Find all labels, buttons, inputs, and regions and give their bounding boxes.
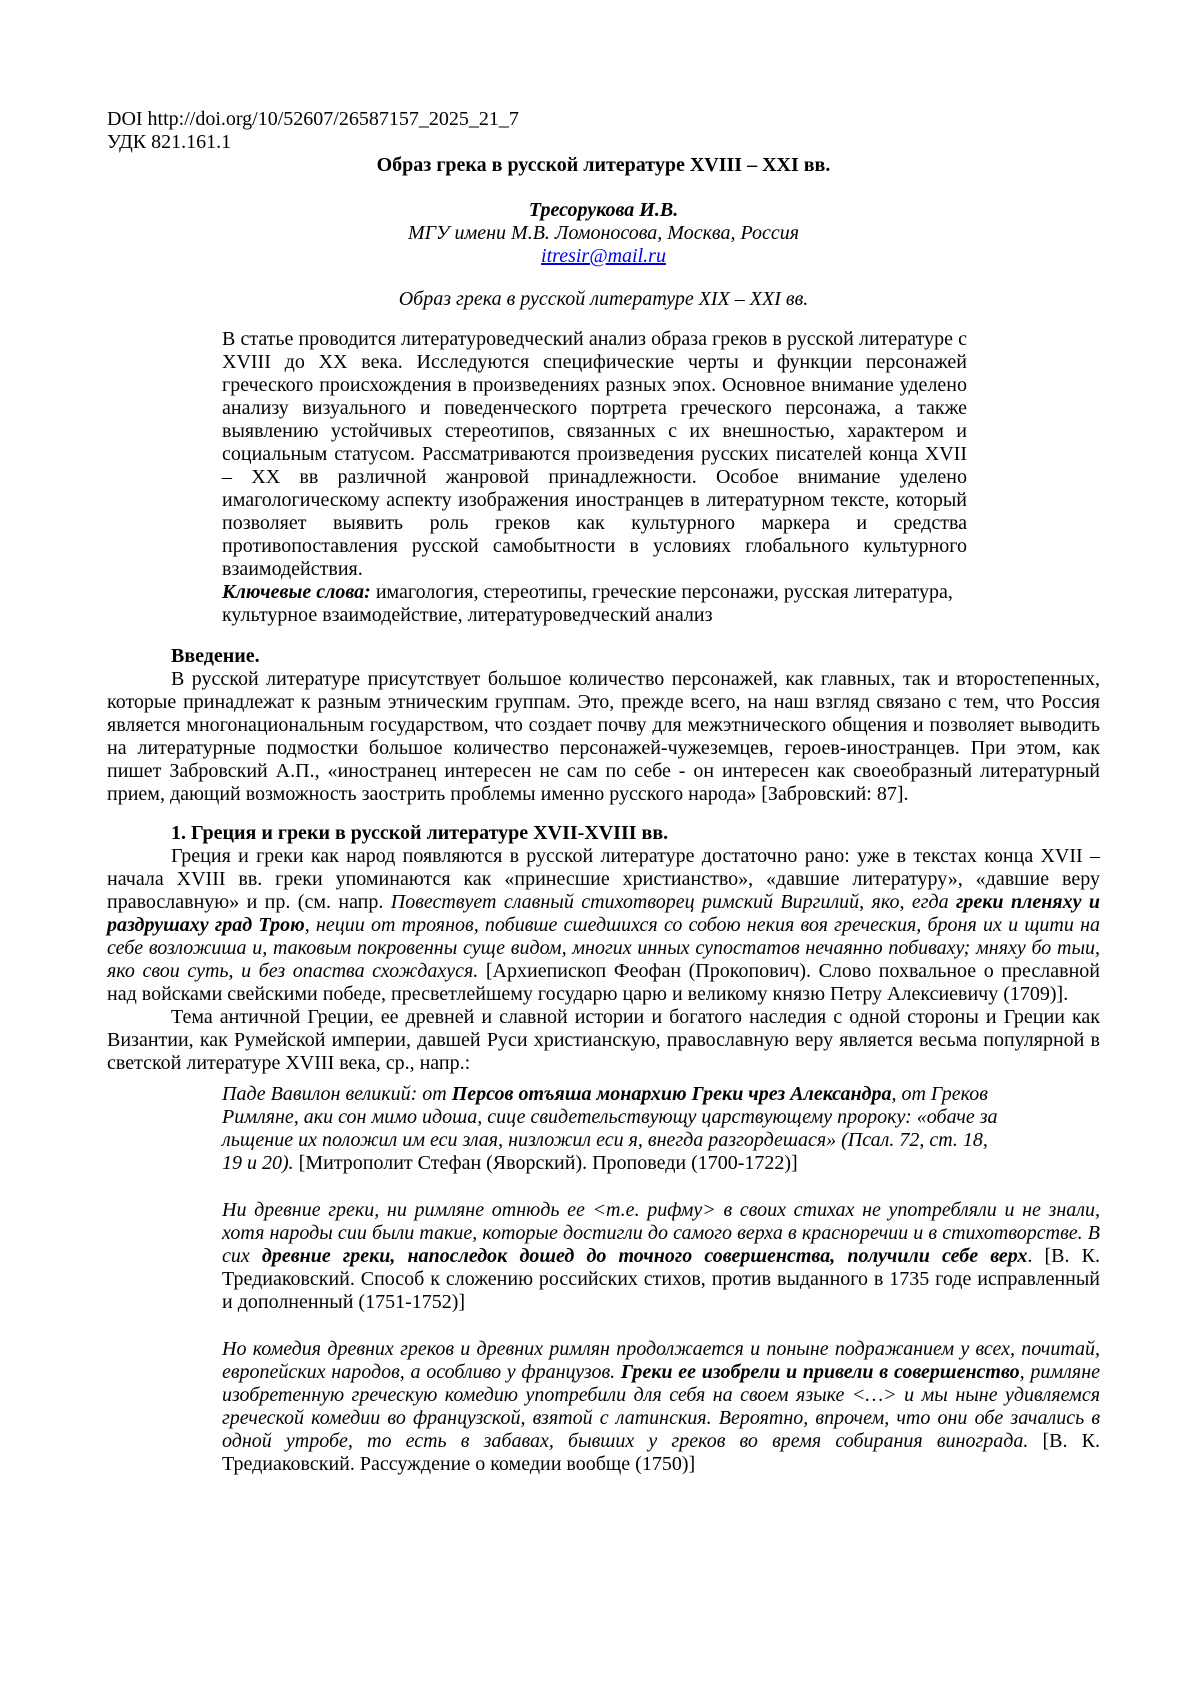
email-line <box>107 245 1100 268</box>
doi-line: DOI http://doi.org/10/52607/26587157_2025_21_7 <box>107 108 519 130</box>
section1-paragraph-2: Тема античной Греции, ее древней и славной истории и богатого наследия с одной стороны и Греции как Византии, как Румейской империи, давшей Руси христианскую, православную веру является весьма популярной в светской литературе XVIII века, ср., напр.: <box>107 1006 1100 1074</box>
abstract-text: В статье проводится литературоведческий анализ образа греков в русской литературе с XVIII до XX века. Исследуются специфические черты и функции персонажей греческого происхождения в произведениях разных эпох. Основное внимание уделено анализу визуального и поведенческого портрета греческого персонажа, а также выявлению устойчивых стереотипов, связанных с их внешностью, характером и социальным статусом. Рассматриваются произведения русских писателей конца XVII – XX вв различной жанровой принадлежности. Особое внимание уделено имагологическому аспекту изображения иностранцев в литературном тексте, который позволяет выявить роль греков как культурного маркера и средства противопоставления русской самобытности в условиях глобального культурного взаимодействия. <box>222 328 967 580</box>
keywords-list: имагология, стереотипы, греческие персонажи, русская литература, культурное взаимодействие, литературоведческий анализ <box>222 581 953 626</box>
author-affiliation: МГУ имени М.В. Ломоносова, Москва, Россия <box>407 222 800 244</box>
introduction-paragraph: В русской литературе присутствует большое количество персонажей, как главных, так и второстепенных, которые принадлежат к разным этническим группам. Это, прежде всего, на наш взгляд связано с тем, что Россия является многонациональным государством, что создает почву для межэтнического общения и позволяет выводить на литературные подмостки большое количество персонажей-чужеземцев, героев-иностранцев. При этом, как пишет Забровский А.П., «иностранец интересен не сам по себе - он интересен как своеобразный литературный прием, дающий возможность заострить проблемы именно русского народа» [Забровский: 87]. <box>107 668 1100 805</box>
quote-trediakovsky-comedy: Но комедия древних греков и древних римлян продолжается и поныне подражанием у всех, почитай, европейских народов, а особливо у французов. Греки ее изобрели и привели в совершенство, римляне изобретенную греческую комедию употребили для себя на своем языке <…> и мы ныне удивляемся греческой комедии во французской, взятой с латинския. Вероятно, впрочем, что они обе зачались в одной утробе, то есть в забавах, бывших у греков во время собирания винограда. [В. К. Тредиаковский. Рассуждение о комедии вообще (1750)] <box>222 1338 1101 1475</box>
keywords-line <box>222 581 967 627</box>
article-title: Образ грека в русской литературе XVIII – XXI вв. <box>376 154 831 176</box>
quote-trediakovsky-versification: Ни древние греки, ни римляне отнюдь ее <т.е. рифму> в своих стихах не употребляли и не знали, хотя народы сии были такие, которые достигли до самого верха в красноречии и в стихотворстве. В сих древние греки, напоследок дошед до точного совершенства, получили себе верх. [В. К. Тредиаковский. Способ к сложению российских стихов, против выданного в 1735 годе исправленный и дополненный (1751-1752)] <box>222 1199 1100 1313</box>
article-subtitle: Образ грека в русской литературе XIX – XXI вв. <box>398 288 809 310</box>
email-link[interactable]: itresir@mail.ru <box>541 245 666 267</box>
section1-paragraph-1: Греция и греки как народ появляются в русской литературе достаточно рано: уже в текстах конца XVII – начала XVIII вв. греки упоминаются как «принесшие христианство», «давшие литературу», «давшие веру православную» и пр. (см. напр. Повествует славный стихотворец римский Виргилий, яко, егда греки пленяху и раздрушаху град Трою, неции от троянов, побивше сшедшихся со собою некия воя греческия, броня их и щити на себе возложиша и, таковым покровенны суще видом, многих инных супостатов нечаянно побиваху; мняху бо тыи, яко свои суть, и без опаства схождахуся. [Архиепископ Феофан (Прокопович). Слово похвальное о преславной над войсками свейскими победе, пресветлейшему государю царю и великому князю Петру Алексиевичу (1709)]. <box>107 845 1101 1005</box>
quote-yavorsky-sermons: Паде Вавилон великий: от Персов отъяша монархию Греки чрез Александра, от Греков Римляне, аки сон мимо идоша, сице свидетельствующу царствующему пророку: «обаче за льщение их положил им еси злая, низложил еси я, внегда разгордешася» (Псал. 72, ст. 18, 19 и 20). [Митрополит Стефан (Яворский). Проповеди (1700-1722)] <box>222 1083 998 1174</box>
section-heading-1: 1. Греция и греки в русской литературе XVII-XVIII вв. <box>171 822 669 844</box>
keywords-label: Ключевые слова: <box>222 581 371 603</box>
section-heading-introduction: Введение. <box>171 645 260 667</box>
author-name: Тресорукова И.В. <box>528 199 679 221</box>
abstract-block <box>222 328 967 627</box>
udk-line: УДК 821.161.1 <box>107 131 232 153</box>
